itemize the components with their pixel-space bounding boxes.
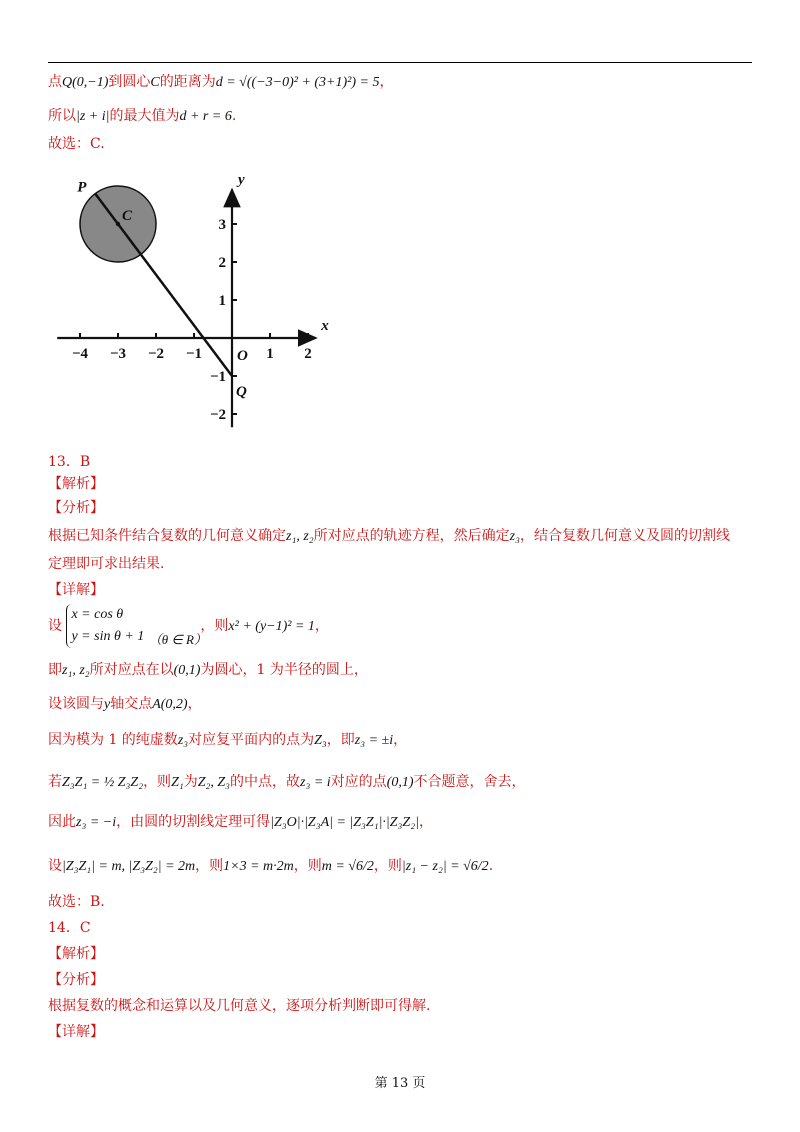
section-fenxi: 【分析】 — [48, 972, 104, 988]
math-z1-z2: z₁, z₂ — [286, 529, 314, 544]
x-tick-label: 1 — [266, 346, 274, 362]
answer-13: 故选：B. — [48, 894, 105, 910]
x-axis-label: x — [321, 318, 329, 334]
y-tick-label: 3 — [218, 217, 226, 233]
text: 即 — [48, 662, 62, 678]
line-distance — [48, 72, 393, 93]
origin-label: O — [237, 348, 248, 364]
x-tick-label: −2 — [147, 346, 165, 362]
math-Z3: Z₃ — [314, 733, 327, 748]
math-distance-formula: d = √((−3−0)² + (3+1)²) = 5 — [215, 75, 380, 90]
text: ，则 — [195, 858, 224, 874]
y-tick-label: −1 — [209, 369, 226, 385]
math-y: y — [104, 697, 111, 712]
point-q-label: Q — [236, 384, 247, 400]
math-center-c: C — [150, 75, 160, 90]
math-product: 1×3 = m·2m — [223, 859, 294, 874]
math-z3-value: z₃ = ±i — [354, 733, 394, 748]
math-condition: （θ ∈ R） — [148, 632, 201, 647]
intersection-line — [48, 694, 202, 715]
x-tick-label: 2 — [304, 346, 312, 362]
math-point-a: A(0,2) — [152, 697, 188, 712]
center-dot — [116, 222, 120, 226]
analysis-14: 根据复数的概念和运算以及几何意义，逐项分析判断即可得解. — [48, 998, 431, 1014]
point-p-label: P — [77, 179, 87, 196]
math-z1-z2: z₁, z₂ — [62, 663, 90, 678]
text: ， — [379, 74, 394, 90]
math-vector-eq: Z₃Z₁ = ½ Z₃Z₂ — [62, 775, 144, 790]
section-xiangjie: 【详解】 — [48, 582, 104, 598]
y-tick-label: 1 — [218, 293, 226, 309]
analysis-line-1 — [48, 526, 730, 547]
section-fenxi: 【分析】 — [48, 500, 104, 516]
x-tick-label: −1 — [185, 346, 203, 362]
text: 所对应点在以 — [89, 662, 174, 678]
text: . — [488, 858, 494, 874]
text: 到圆心 — [108, 74, 151, 90]
header-rule — [48, 62, 752, 63]
math-circle-eq: x² + (y−1)² = 1 — [228, 619, 315, 634]
circle-line — [48, 660, 368, 681]
text: ， — [187, 696, 202, 712]
text: 根据已知条件结合复数的几何意义确定 — [48, 528, 286, 544]
question-14-answer: 14．C — [48, 920, 91, 936]
y-tick-label: 2 — [218, 255, 226, 271]
text: ，则 — [293, 858, 322, 874]
text: ， — [314, 618, 329, 634]
math-Z2-Z3: Z₂, Z₃ — [197, 775, 231, 790]
text: 的距离为 — [159, 74, 216, 90]
text: 的中点，故 — [230, 774, 301, 790]
text: ， — [393, 732, 408, 748]
text: ，则 — [143, 774, 172, 790]
math-z3: z₃ — [177, 733, 189, 748]
text: 为 — [183, 774, 198, 790]
question-13-answer: 13．B — [48, 454, 91, 470]
text: ，则 — [200, 618, 229, 634]
y-axis-label: y — [238, 172, 245, 189]
math-x-eq: x = cos θ — [71, 607, 124, 622]
text: 设 — [48, 618, 62, 634]
page-number: 第 13 页 — [374, 1076, 426, 1091]
answer-12: 故选：C. — [48, 136, 105, 152]
text: ，则 — [373, 858, 402, 874]
math-z3-i: z₃ = i — [300, 775, 331, 790]
text: . — [231, 108, 237, 124]
midpoint-line — [48, 772, 526, 793]
text: ， — [418, 814, 433, 830]
param-line — [48, 604, 329, 651]
text: 因为模为 1 的纯虚数 — [48, 732, 178, 748]
math-y-eq: y = sin θ + 1 — [71, 629, 145, 644]
math-secant-eq: |Z₃O|·|Z₃A| = |Z₃Z₁|·|Z₃Z₂| — [270, 815, 419, 830]
math-result: |z₁ − z₂| = √6/2 — [401, 859, 489, 874]
text: 设 — [48, 858, 62, 874]
math-modulus: |z + i| — [76, 109, 110, 124]
point-c-label: C — [122, 208, 133, 224]
x-tick-label: −4 — [71, 346, 89, 362]
math-z3: z₃ — [509, 529, 520, 544]
math-set-m: |Z₃Z₁| = m, |Z₃Z₂| = 2m — [62, 859, 196, 874]
text: 的最大值为 — [109, 108, 180, 124]
text: ，即 — [326, 732, 355, 748]
text: 为圆心，1 为半径的圆上， — [200, 662, 368, 678]
line-max-value — [48, 106, 236, 127]
analysis-line-2: 定理即可求出结果. — [48, 556, 165, 572]
text: 所对应点的轨迹方程，然后确定 — [313, 528, 510, 544]
text: 设该圆与 — [48, 696, 104, 712]
x-tick-label: −3 — [109, 346, 127, 362]
math-theta-r: θ ∈ R — [161, 632, 194, 647]
math-Z1: Z₁ — [171, 775, 184, 790]
text: 因此 — [48, 814, 76, 830]
text: 对应复平面内的点为 — [188, 732, 315, 748]
secant-line — [48, 812, 433, 833]
text: ，结合复数几何意义及圆的切割线 — [519, 528, 730, 544]
math-max: d + r = 6 — [179, 109, 232, 124]
text: 若 — [48, 774, 62, 790]
complex-plane-figure — [48, 168, 338, 438]
text: 轴交点 — [110, 696, 153, 712]
text: 不合题意，舍去， — [413, 774, 526, 790]
pure-imaginary-line — [48, 730, 407, 751]
solve-line — [48, 856, 493, 877]
param-system — [66, 604, 144, 648]
math-z3-neg-i: z₃ = −i — [76, 815, 117, 830]
section-jiexi: 【解析】 — [48, 946, 104, 962]
math-center: (0,1) — [173, 663, 201, 678]
section-xiangjie: 【详解】 — [48, 1024, 104, 1040]
math-point: (0,1) — [386, 775, 414, 790]
y-tick-label: −2 — [209, 407, 226, 423]
math-m-value: m = √6/2 — [321, 859, 374, 874]
text: 点 — [48, 74, 62, 90]
text: ，由圆的切割线定理可得 — [116, 814, 271, 830]
text: 对应的点 — [330, 774, 387, 790]
math-point-q: Q(0,−1) — [62, 75, 109, 90]
section-jiexi: 【解析】 — [48, 476, 104, 492]
text: 所以 — [48, 108, 76, 124]
